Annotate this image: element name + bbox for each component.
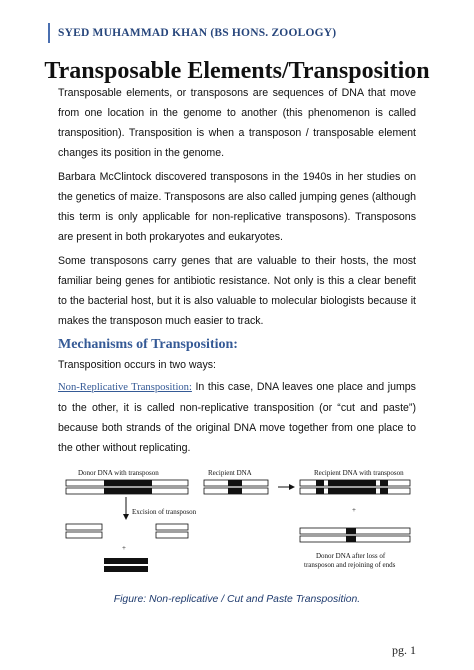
label-donor-after-1: Donor DNA after loss of [316,552,386,560]
page-header [48,23,336,43]
label-donor-dna: Donor DNA with transposon [78,469,159,477]
plus-sign-left: + [122,544,126,552]
transposition-diagram [58,464,416,590]
recipient-with-transposon-strands [300,480,410,494]
excised-donor-strands [66,524,188,538]
label-excision: Excision of transposon [132,508,197,516]
paragraph-intro: Transposable elements, or transposons are sequences of DNA that move from one location in the genome to another (this phenomenon is called transposition). Transposition is when a transposon / transposable element changes its position in the genome. [58,87,416,159]
section-heading: Mechanisms of Transposition: [58,337,238,352]
label-recipient-with-transposon: Recipient DNA with transposon [314,469,404,477]
recipient-dna-strands [204,480,268,494]
section-intro: Transposition occurs in two ways: [58,359,216,371]
donor-dna-strands [66,480,188,494]
non-replicative-text: In this case, DNA leaves one place and jumps to the other, it is called non-replicative transposition (or “cut and paste”) because both strands of the original DNA move together from one place to the other without replicating. [58,381,416,454]
excised-transposon [104,558,148,572]
transposition-figure [58,464,416,590]
plus-sign-right: + [352,506,356,514]
paragraph-genes: Some transposons carry genes that are valuable to their hosts, the most familiar being genes for antibiotic resistance. Not only is this a clear benefit to the bacterial host, but it is also valuable to molecular biologists because it makes the transposon much easier to track. [58,255,416,327]
label-recipient-dna: Recipient DNA [208,469,252,477]
header-text: SYED MUHAMMAD KHAN (BS HONS. ZOOLOGY) [58,27,337,39]
page-number: pg. 1 [392,643,416,657]
label-donor-after-2: transposon and rejoining of ends [304,561,396,569]
rejoined-donor-strands [300,528,410,542]
figure-caption: Figure: Non-replicative / Cut and Paste Transposition. [113,594,361,605]
non-replicative-heading: Non-Replicative Transposition: [58,382,192,393]
paragraph-history: Barbara McClintock discovered transposons in the 1940s in her studies on the genetics of maize. Transposons are also called jumping genes (although this term is only applicable for non-replicative transposons). Transposons are present in both prokaryotes and eukaryotes. [58,171,416,243]
non-replicative-paragraph [58,377,416,458]
page-title: Transposable Elements/Transposition [44,58,430,84]
